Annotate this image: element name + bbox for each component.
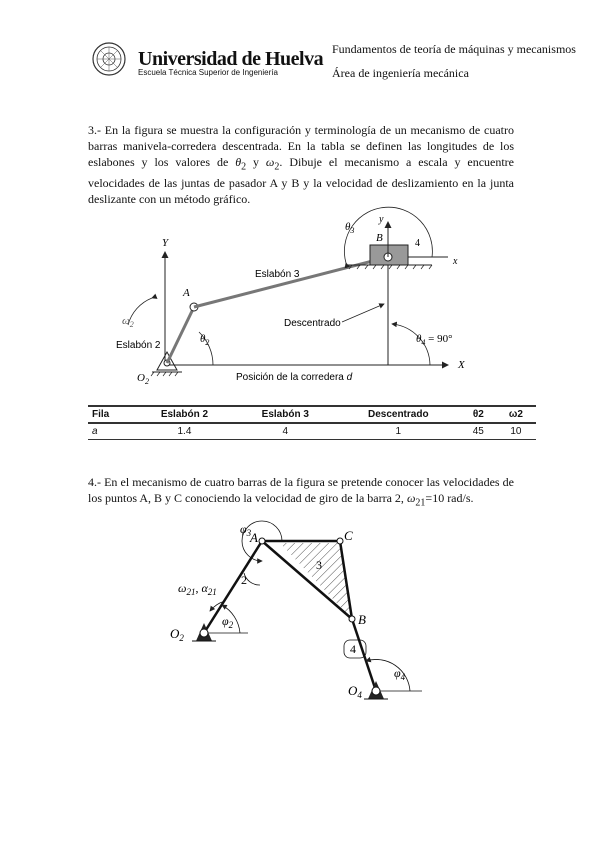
label-phi4: $\varphi_4$: [394, 666, 406, 682]
label-X: X: [458, 359, 465, 371]
label-eslabon-3: Eslabón 3: [255, 269, 300, 280]
label-posicion: Posición de la corredera d: [236, 372, 353, 383]
label-B: B: [376, 232, 383, 244]
label-phi2: $\varphi_2$: [222, 614, 234, 630]
university-name: Universidad de Huelva: [138, 48, 324, 70]
area-title: Área de ingeniería mecánica: [332, 66, 469, 80]
label-omega2: $\omega_2$: [122, 315, 134, 329]
th-eslabon2: Eslabón 2: [134, 406, 235, 423]
school-name: Escuela Técnica Superior de Ingeniería: [138, 68, 278, 77]
table-row: a 1.4 4 1 45 10: [88, 423, 536, 440]
label-eslabon-2: Eslabón 2: [116, 340, 161, 351]
label-descentrado: Descentrado: [284, 318, 341, 329]
label-B: B: [358, 612, 366, 627]
four-bar-figure: [0, 515, 600, 715]
label-Y: Y: [162, 237, 169, 249]
label-theta2: $\theta_2$: [200, 333, 210, 347]
label-y: y: [379, 214, 384, 225]
problem-3-table: [88, 405, 536, 440]
problem-4-statement: 4.- En el mecanismo de cuatro barras de la figura se pretende conocer las velocidades de los puntos A, B y C conociendo la velocidad de giro de la barra 2, $\omega_{21}=10$ rad/s.: [88, 475, 514, 509]
course-title: Fundamentos de teoría de máquinas y mecanismos: [332, 42, 576, 56]
slider-crank-figure: [0, 200, 600, 400]
label-link-2: 2: [241, 573, 247, 587]
th-descentrado: Descentrado: [336, 406, 461, 423]
problem-3-statement: 3.- En la figura se muestra la configuración y terminología de un mecanismo de cuatro barras manivela-corredera descentrada. En la tabla se definen las longitudes de los eslabones y los valores de $\theta_2$ y $\omega_2$. Dibuje el mecanismo a escala y encuentre velocidades de las juntas de pasador A y B y la velocidad de deslizamiento en la junta deslizante con un método gráfico.: [88, 123, 515, 207]
university-seal-icon: [92, 42, 126, 76]
th-omega2: ω2: [496, 406, 536, 423]
label-phi3: $\varphi_3$: [240, 522, 252, 538]
label-theta3: $\theta_3$: [345, 221, 355, 235]
label-O4: $O_4$: [348, 683, 362, 700]
label-link-4: 4: [415, 238, 420, 249]
th-fila: Fila: [88, 406, 134, 423]
label-O2: $O_2$: [137, 372, 149, 386]
label-x: x: [453, 256, 458, 267]
label-A: A: [183, 287, 190, 299]
label-C: C: [344, 528, 353, 543]
label-O2: $O_2$: [170, 626, 184, 643]
th-theta2: θ2: [461, 406, 496, 423]
label-A: A: [250, 530, 258, 545]
label-theta4: $\theta_4 = 90^\circ$: [416, 333, 453, 347]
link-2: [167, 307, 194, 363]
label-link-3: 3: [316, 558, 322, 572]
th-eslabon3: Eslabón 3: [235, 406, 336, 423]
label-link-4: 4: [350, 642, 356, 656]
label-omega21-alpha21: $\omega_{21}$, $\alpha_{21}$: [178, 581, 217, 597]
